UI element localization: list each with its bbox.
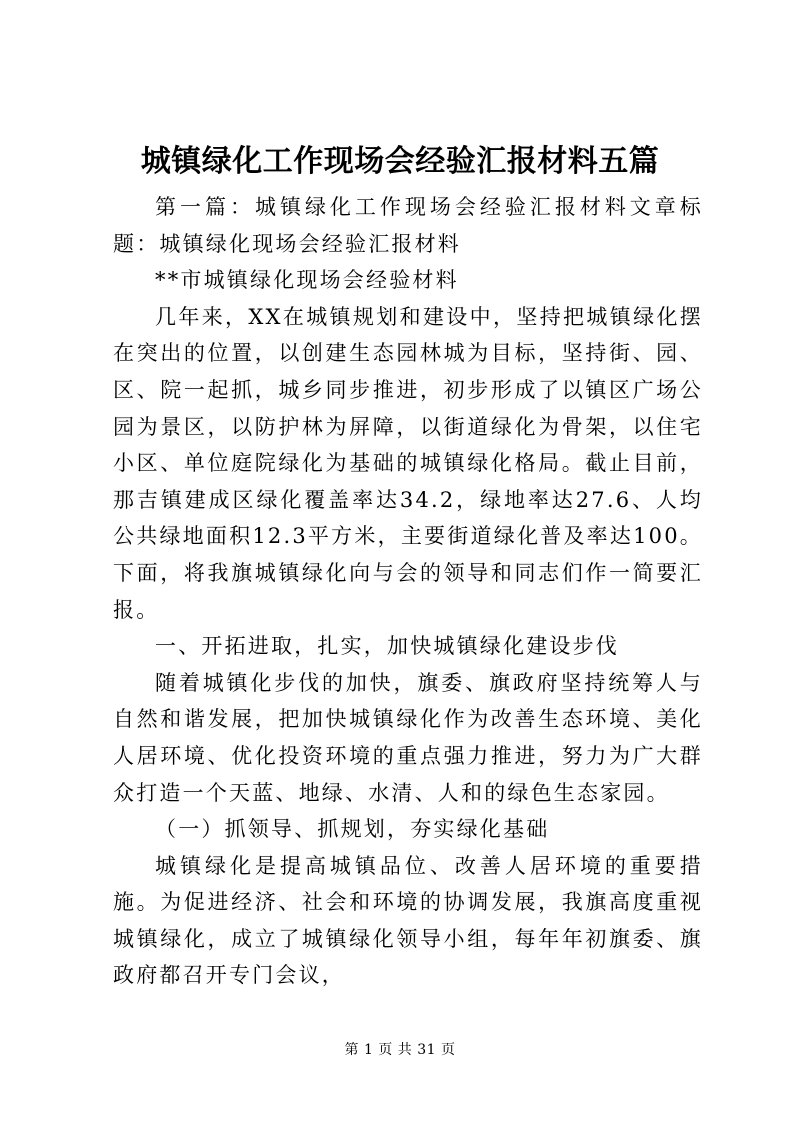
paragraph-intro: 几年来，XX在城镇规划和建设中，坚持把城镇绿化摆在突出的位置，以创建生态园林城为目标，坚持街、园、区、院一起抓，城乡同步推进，初步形成了以镇区广场公园为景区，以防护林为屏障，以街道绿化为骨架，以住宅小区、单位庭院绿化为基础的城镇绿化格局。截止目前，那吉镇建成区绿化覆盖率达34.2，绿地率达27.6、人均公共绿地面积12.3平方米，主要街道绿化普及率达100。下面，将我旗城镇绿化向与会的领导和同志们作一简要汇报。: [113, 304, 703, 622]
paragraph-heading: **市城镇绿化现场会经验材料: [155, 268, 459, 293]
page-number-footer: 第 1 页 共 31 页: [344, 1042, 456, 1058]
paragraph-subtitle: 第一篇：城镇绿化工作现场会经验汇报材料文章标题：城镇绿化现场会经验汇报材料: [113, 195, 703, 256]
document-title: 城镇绿化工作现场会经验汇报材料五篇: [140, 144, 660, 179]
subsection-heading-1: （一）抓领导、抓规划，夯实绿化基础: [155, 817, 550, 842]
paragraph-section-1: 随着城镇化步伐的加快，旗委、旗政府坚持统筹人与自然和谐发展，把加快城镇绿化作为改善生态环境、美化人居环境、优化投资环境的重点强力推进，努力为广大群众打造一个天蓝、地绿、水清、人和的绿色生态家园。: [113, 670, 703, 805]
document-body: [113, 189, 703, 994]
paragraph-subsection-1: 城镇绿化是提高城镇品位、改善人居环境的重要措施。为促进经济、社会和环境的协调发展，我旗高度重视城镇绿化，成立了城镇绿化领导小组，每年年初旗委、旗政府都召开专门会议，: [113, 853, 703, 988]
section-heading-1: 一、开拓进取，扎实，加快城镇绿化建设步伐: [155, 634, 619, 659]
